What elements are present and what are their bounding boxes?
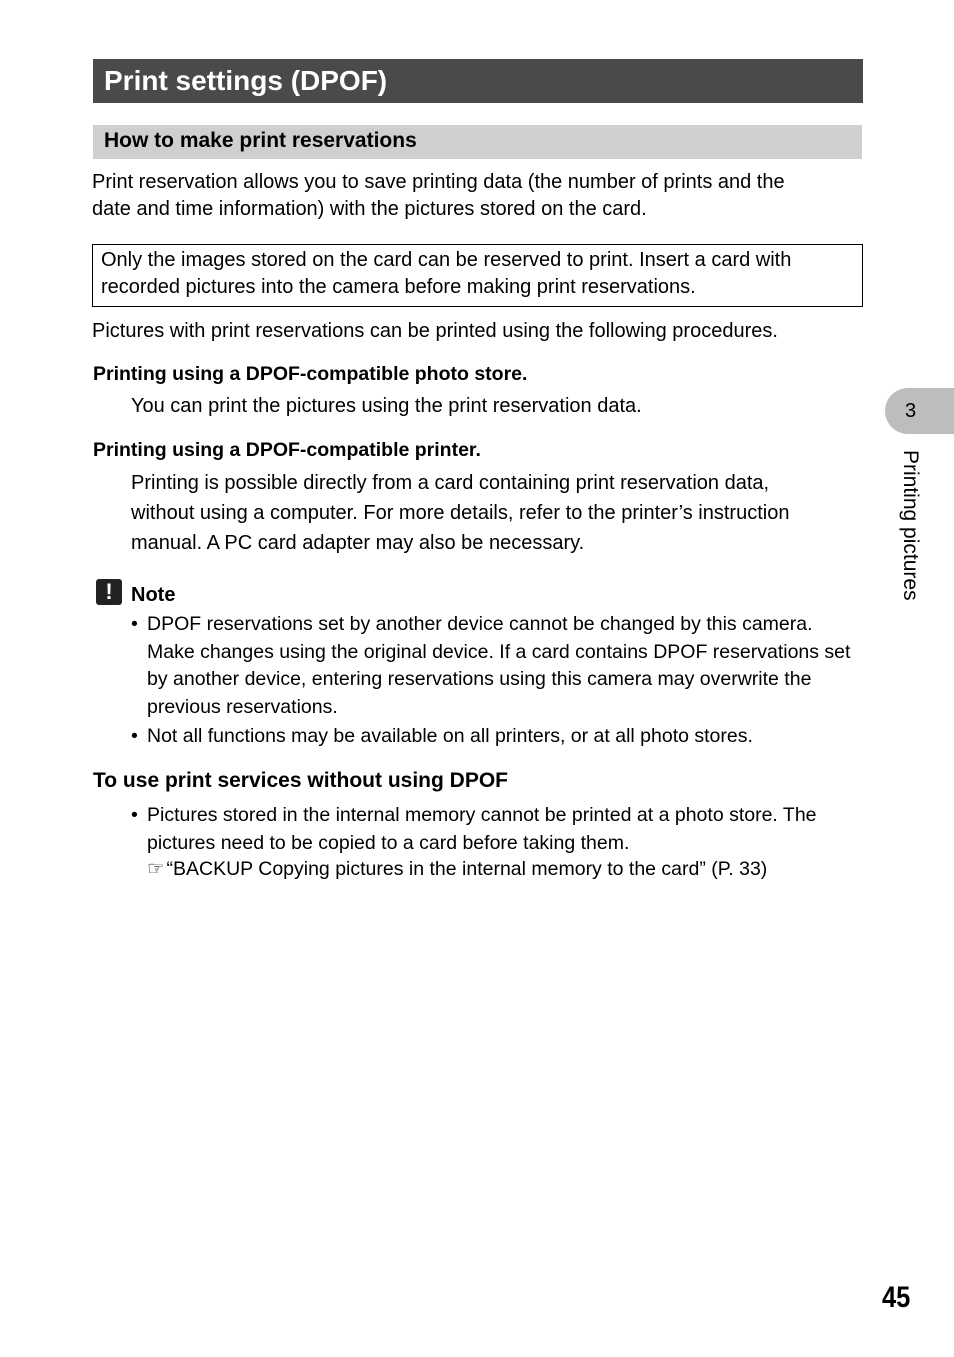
page-title: Print settings (DPOF) xyxy=(93,59,863,103)
no-dpof-item xyxy=(131,802,861,857)
section-heading: How to make print reservations xyxy=(93,125,862,159)
note-item-text: DPOF reservations set by another device cannot be changed by this camera. Make changes using the original device. If a card contains DPOF reservations set by another device, entering reservations using this camera may overwrite the previous reservations. xyxy=(147,613,851,718)
printer-heading: Printing using a DPOF-compatible printer. xyxy=(93,439,481,461)
photo-store-heading: Printing using a DPOF-compatible photo store. xyxy=(93,363,528,385)
no-dpof-heading: To use print services without using DPOF xyxy=(93,769,508,792)
note-item xyxy=(131,611,861,721)
note-label: Note xyxy=(131,584,176,606)
no-dpof-item-text: Pictures stored in the internal memory cannot be printed at a photo store. The pictures need to be copied to a card before taking them. xyxy=(147,804,817,854)
bullet-dot: • xyxy=(131,725,138,747)
bullet-dot: • xyxy=(131,804,138,826)
printer-line-1: Printing is possible directly from a card containing print reservation data, xyxy=(131,472,770,494)
procedures-intro: Pictures with print reservations can be printed using the following procedures. xyxy=(92,320,778,342)
info-box-line-2: recorded pictures into the camera before making print reservations. xyxy=(101,276,696,298)
cross-reference-text: “BACKUP Copying pictures in the internal memory to the card” (P. 33) xyxy=(166,858,768,880)
chapter-tab xyxy=(885,388,954,434)
printer-line-2: without using a computer. For more details, refer to the printer’s instruction xyxy=(131,502,790,524)
chapter-number: 3 xyxy=(905,400,917,422)
info-box xyxy=(92,244,863,307)
exclamation-icon: ! xyxy=(96,579,122,605)
printer-line-3: manual. A PC card adapter may also be necessary. xyxy=(131,532,585,554)
note-item xyxy=(131,723,861,751)
chapter-label: Printing pictures xyxy=(899,450,922,601)
info-box-line-1: Only the images stored on the card can be reserved to print. Insert a card with xyxy=(101,249,792,271)
page-number: 45 xyxy=(882,1281,911,1314)
intro-line-2: date and time information) with the pictures stored on the card. xyxy=(92,198,647,220)
bullet-dot: • xyxy=(131,613,138,635)
photo-store-body: You can print the pictures using the print reservation data. xyxy=(131,395,642,417)
cross-reference xyxy=(147,856,767,883)
intro-line-1: Print reservation allows you to save printing data (the number of prints and the xyxy=(92,171,785,193)
pointing-hand-icon: ☞ xyxy=(147,858,165,880)
note-item-text: Not all functions may be available on all printers, or at all photo stores. xyxy=(147,725,753,747)
